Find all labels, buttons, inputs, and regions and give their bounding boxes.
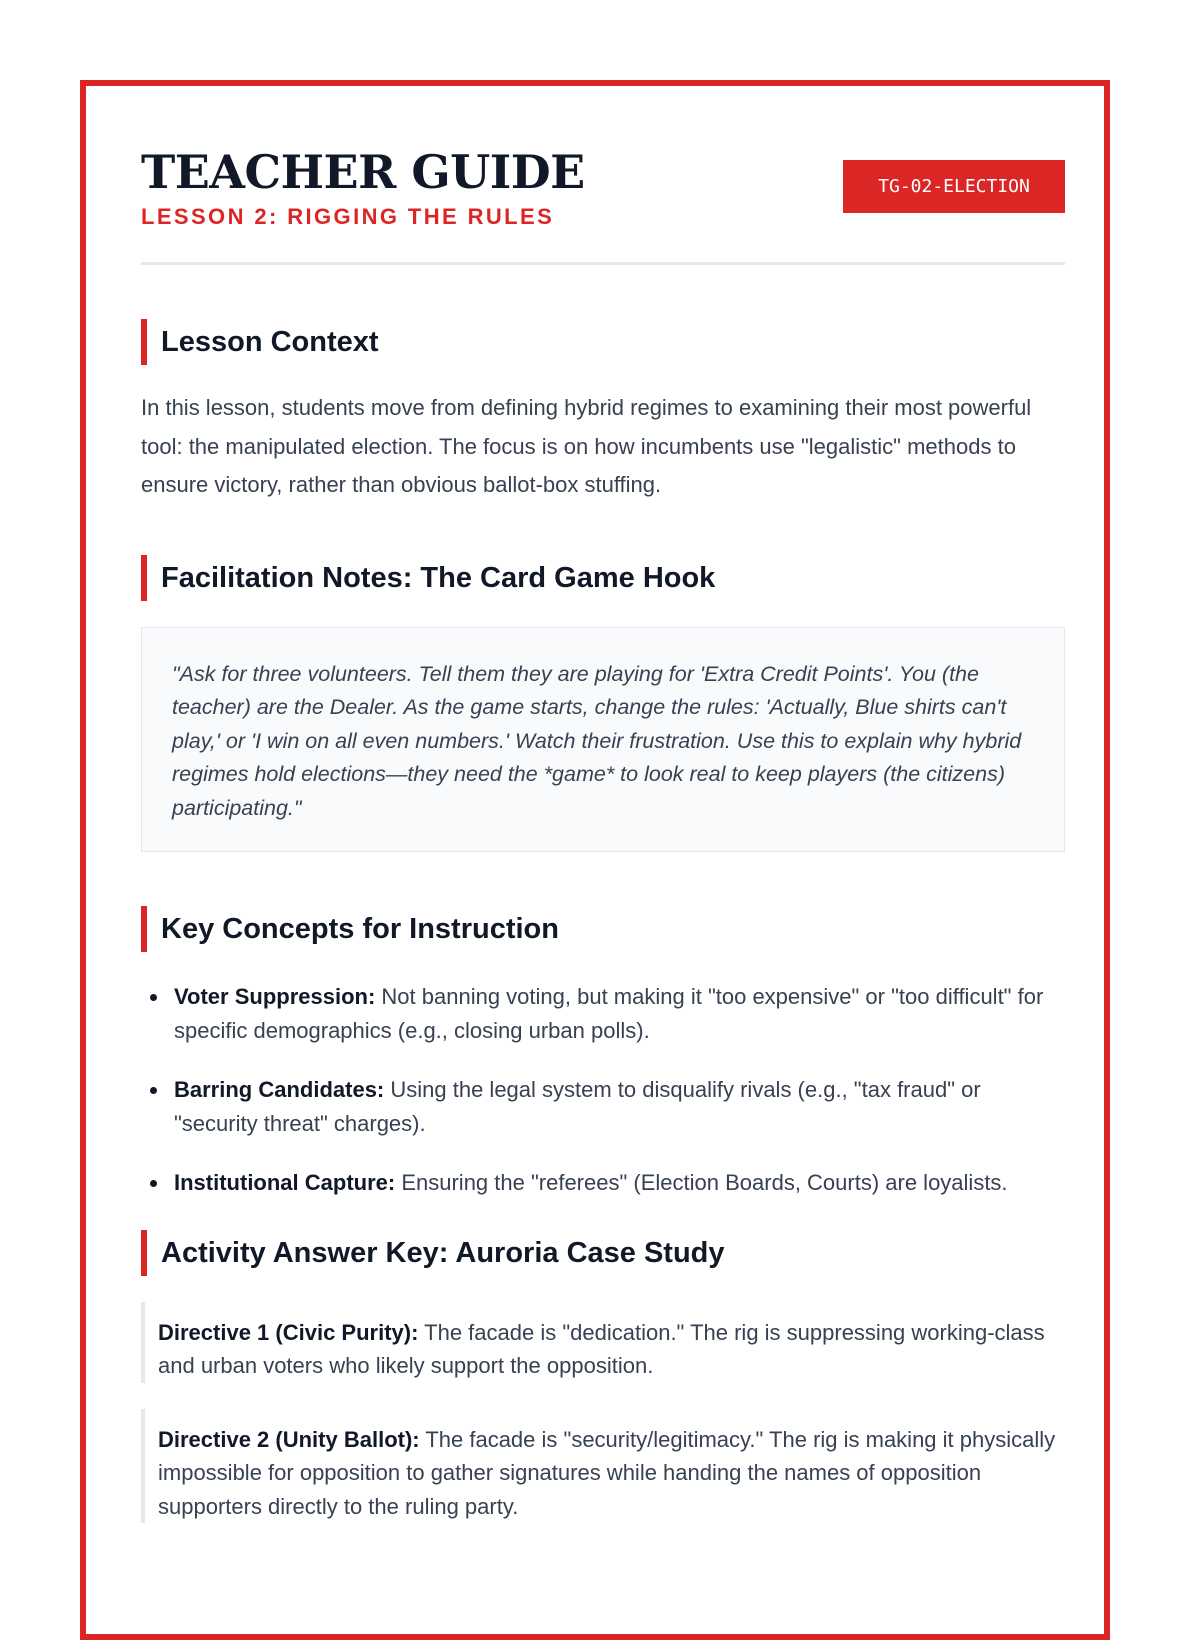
guide-title: TEACHER GUIDE: [141, 145, 585, 199]
lesson-context-text: In this lesson, students move from defining hybrid regimes to examining their most powerful tool: the manipulated election. The focus is on how incumbents use "legalistic" methods to ensure victory, rather than obvious ballot-box stuffing.: [141, 395, 1032, 497]
key-concepts-list: [141, 980, 1065, 1200]
concept-term: Barring Candidates:: [174, 1077, 385, 1102]
answer-description: The facade is "dedication." The rig is suppressing working-class and urban voters who likely support the opposition.: [158, 1319, 1045, 1378]
lesson-subtitle: LESSON 2: RIGGING THE RULES: [141, 204, 555, 229]
concept-description: Using the legal system to disqualify rivals (e.g., "tax fraud" or "security threat" charges).: [174, 1077, 981, 1136]
concept-term: Voter Suppression:: [174, 984, 376, 1009]
concept-voter-suppression: [174, 980, 1065, 1047]
answer-description: The facade is "security/legitimacy." The rig is making it physically impossible for opposition to gather signatures while handing the names of opposition supporters directly to the ruling party.: [158, 1426, 1056, 1519]
teacher-guide-page: [80, 80, 1110, 1640]
answer-directive-1: [141, 1302, 1065, 1383]
key-concepts-heading: Key Concepts for Instruction: [141, 906, 1065, 952]
lesson-code-badge: TG-02-ELECTION: [843, 160, 1065, 213]
page-content: [141, 144, 1065, 1523]
card-game-quote: "Ask for three volunteers. Tell them they are playing for 'Extra Credit Points'. You (the teacher) are the Dealer. As the game starts, change the rules: 'Actually, Blue shirts can't play,' or 'I win on all even numbers.' Watch their frustration. Use this to explain why hybrid regimes hold elections—they need the *game* to look real to keep players (the citizens) participating.": [141, 627, 1065, 853]
concept-description: Ensuring the "referees" (Election Boards, Courts) are loyalists.: [395, 1170, 1008, 1195]
answer-term: Directive 1 (Civic Purity):: [158, 1319, 419, 1345]
lesson-context-heading: Lesson Context: [141, 319, 1065, 365]
concept-institutional-capture: [174, 1166, 1065, 1200]
answer-key-heading: Activity Answer Key: Auroria Case Study: [141, 1230, 1065, 1276]
concept-description: Not banning voting, but making it "too expensive" or "too difficult" for specific demographics (e.g., closing urban polls).: [174, 984, 1044, 1043]
guide-header: [141, 144, 1065, 265]
concept-barring-candidates: [174, 1073, 1065, 1140]
answer-directive-2: [141, 1409, 1065, 1524]
answer-term: Directive 2 (Unity Ballot):: [158, 1426, 420, 1452]
facilitation-notes-heading: Facilitation Notes: The Card Game Hook: [141, 555, 1065, 601]
concept-term: Institutional Capture:: [174, 1170, 396, 1195]
